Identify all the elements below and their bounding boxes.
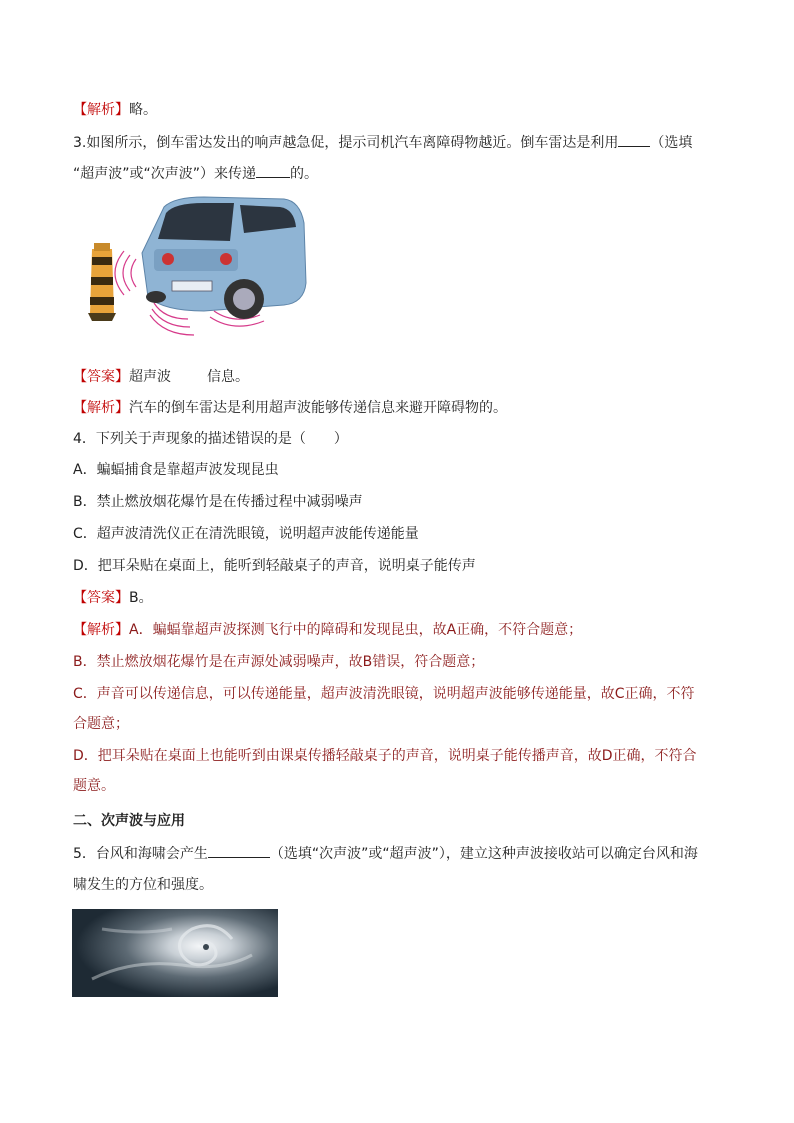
analysis-tag: 【解析】 xyxy=(73,400,129,416)
q4-analysis-a: A．蝙蝠靠超声波探测飞行中的障碍和发现昆虫，故A正确，不符合题意； xyxy=(129,622,583,638)
q3-blank-2[interactable] xyxy=(256,163,290,178)
q3-answer xyxy=(73,367,249,387)
q5-blank-1[interactable] xyxy=(208,843,270,858)
q4-analysis-d-cont: 题意。 xyxy=(73,778,115,794)
q4-analysis-c-cont: 合题意； xyxy=(73,716,129,732)
q5-text-b: （选填“次声波”或“超声波”），建立这种声波接收站可以确定台风和海 xyxy=(269,846,698,862)
q5-text-a: 5．台风和海啸会产生 xyxy=(73,846,208,862)
q3-answer-2: 信息。 xyxy=(207,369,249,385)
q4-stem: 4．下列关于声现象的描述错误的是（ ） xyxy=(73,431,348,447)
q3-text-c: “超声波”或“次声波”）来传递 xyxy=(73,166,257,182)
q4-analysis-d: D．把耳朵贴在桌面上也能听到由课桌传播轻敲桌子的声音，说明桌子能传播声音，故D正确，不符合 xyxy=(73,748,697,764)
q3-text-a: 3.如图所示，倒车雷达发出的响声越急促，提示司机汽车离障碍物越近。倒车雷达是利用 xyxy=(73,135,619,151)
analysis-text: 略。 xyxy=(129,102,157,118)
q5-stem-line1 xyxy=(73,843,698,864)
q4-analysis-c: C．声音可以传递信息，可以传递能量，超声波清洗眼镜，说明超声波能够传递能量，故C正确，不符 xyxy=(73,686,695,702)
traffic-barrier-icon xyxy=(88,243,116,321)
q4-analysis-line1 xyxy=(73,620,582,640)
q3-text-b: （选填 xyxy=(650,135,693,151)
q3-stem-line1 xyxy=(73,132,692,153)
car-icon xyxy=(142,197,306,319)
q3-analysis-text: 汽车的倒车雷达是利用超声波能够传递信息来避开障碍物的。 xyxy=(129,400,507,416)
prev-analysis xyxy=(73,100,157,120)
answer-tag: 【答案】 xyxy=(73,369,129,385)
q4-option-b: B．禁止燃放烟花爆竹是在传播过程中减弱噪声 xyxy=(73,494,363,510)
car-radar-figure xyxy=(84,193,308,339)
answer-tag: 【答案】 xyxy=(73,590,129,606)
q4-option-d: D．把耳朵贴在桌面上，能听到轻敲桌子的声音，说明桌子能传声 xyxy=(73,558,476,574)
q4-answer xyxy=(73,588,153,608)
q5-stem-line2: 啸发生的方位和强度。 xyxy=(73,877,213,893)
q4-option-a: A．蝙蝠捕食是靠超声波发现昆虫 xyxy=(73,462,279,478)
q3-answer-1: 超声波 xyxy=(129,369,171,385)
q3-blank-1[interactable] xyxy=(618,132,650,147)
q3-stem-line2 xyxy=(73,163,318,184)
analysis-tag: 【解析】 xyxy=(73,102,129,118)
section-heading: 二、次声波与应用 xyxy=(73,813,185,829)
q4-answer-text: B。 xyxy=(129,590,153,606)
q3-analysis xyxy=(73,398,507,418)
analysis-tag: 【解析】 xyxy=(73,622,129,638)
q3-text-d: 的。 xyxy=(290,166,319,182)
typhoon-satellite-image xyxy=(72,909,278,997)
q4-option-c: C．超声波清洗仪正在清洗眼镜，说明超声波能传递能量 xyxy=(73,526,419,542)
q4-analysis-b: B．禁止燃放烟花爆竹是在声源处减弱噪声，故B错误，符合题意； xyxy=(73,654,485,670)
